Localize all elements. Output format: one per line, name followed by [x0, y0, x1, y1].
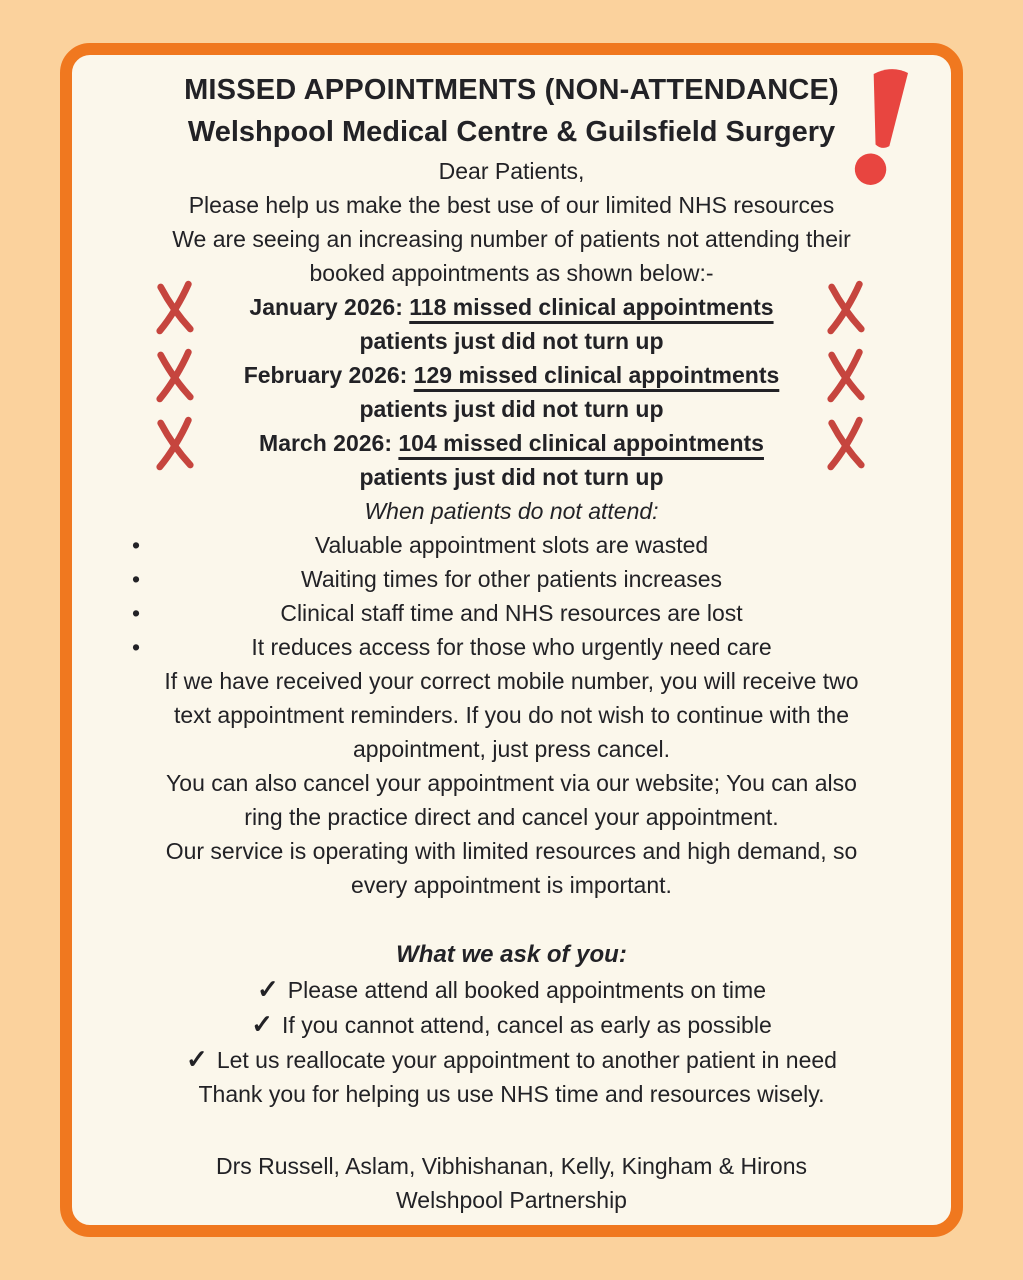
month-stat-january	[106, 290, 917, 358]
month-label: January 2026:	[249, 294, 403, 320]
intro-line: Please help us make the best use of our limited NHS resources	[188, 192, 835, 218]
bullet-icon: •	[132, 566, 141, 592]
bullet-item	[106, 630, 917, 664]
exclamation-icon	[847, 61, 921, 189]
month-note: patients just did not turn up	[359, 464, 664, 490]
ask-item	[106, 972, 917, 1007]
bullet-text: Waiting times for other patients increases	[301, 566, 722, 592]
bullet-text: Clinical staff time and NHS resources are lost	[280, 600, 743, 626]
paragraph-line: If we have received your correct mobile number, you will receive two	[164, 668, 859, 694]
month-stat-march	[106, 426, 917, 494]
paragraph-line: appointment, just press cancel.	[352, 736, 671, 762]
paragraph-line: every appointment is important.	[351, 872, 672, 898]
ask-item	[106, 1042, 917, 1077]
bullet-item	[106, 596, 917, 630]
paragraph-line: Our service is operating with limited resources and high demand, so	[165, 838, 858, 864]
cross-icon	[825, 416, 867, 472]
cross-icon	[154, 416, 196, 472]
bullet-item	[106, 562, 917, 596]
cross-icon	[154, 348, 196, 404]
bullet-icon: •	[132, 600, 141, 626]
bullet-item	[106, 528, 917, 562]
month-note: patients just did not turn up	[359, 328, 664, 354]
month-stat-february	[106, 358, 917, 426]
ask-text: If you cannot attend, cancel as early as possible	[282, 1012, 772, 1038]
signature-doctors: Drs Russell, Aslam, Vibhishanan, Kelly, Kingham & Hirons	[215, 1153, 807, 1179]
month-stat-line	[106, 290, 917, 324]
poster-title: MISSED APPOINTMENTS (NON-ATTENDANCE)	[184, 74, 839, 106]
ask-text: Let us reallocate your appointment to another patient in need	[216, 1047, 837, 1073]
bullet-icon: •	[132, 532, 141, 558]
intro-line: We are seeing an increasing number of patients not attending their	[172, 226, 851, 252]
paragraph-line: ring the practice direct and cancel your appointment.	[244, 804, 779, 830]
paragraph-line: You can also cancel your appointment via our website; You can also	[166, 770, 857, 796]
ask-text: Please attend all booked appointments on time	[287, 977, 766, 1003]
cross-icon	[825, 348, 867, 404]
intro-line: booked appointments as shown below:-	[309, 260, 714, 286]
month-stat-line	[106, 358, 917, 392]
cross-icon	[154, 280, 196, 336]
signature-practice: Welshpool Partnership	[396, 1187, 627, 1213]
ask-heading: What we ask of you:	[396, 941, 627, 968]
checkmark-icon: ✓	[186, 1044, 208, 1074]
poster-subtitle: Welshpool Medical Centre & Guilsfield Surgery	[187, 116, 836, 148]
consequences-heading: When patients do not attend:	[364, 498, 659, 524]
month-stat: 129 missed clinical appointments	[413, 362, 780, 388]
thanks-line: Thank you for helping us use NHS time and resources wisely.	[198, 1081, 825, 1107]
cross-icon	[825, 280, 867, 336]
poster-frame	[60, 43, 963, 1237]
month-stat: 104 missed clinical appointments	[398, 430, 764, 456]
bullet-text: It reduces access for those who urgently need care	[251, 634, 772, 660]
checkmark-icon: ✓	[256, 974, 279, 1004]
month-label: March 2026:	[259, 430, 392, 456]
paragraph-line: text appointment reminders. If you do not wish to continue with the	[173, 702, 850, 728]
salutation: Dear Patients,	[438, 158, 585, 184]
poster-content	[72, 55, 951, 1225]
month-note: patients just did not turn up	[359, 396, 664, 422]
month-stat-line	[106, 426, 917, 460]
bullet-text: Valuable appointment slots are wasted	[314, 532, 709, 558]
month-label: February 2026:	[243, 362, 408, 388]
bullet-icon: •	[132, 634, 141, 660]
checkmark-icon: ✓	[251, 1009, 274, 1039]
month-stat: 118 missed clinical appointments	[409, 294, 774, 320]
ask-item	[106, 1007, 917, 1042]
